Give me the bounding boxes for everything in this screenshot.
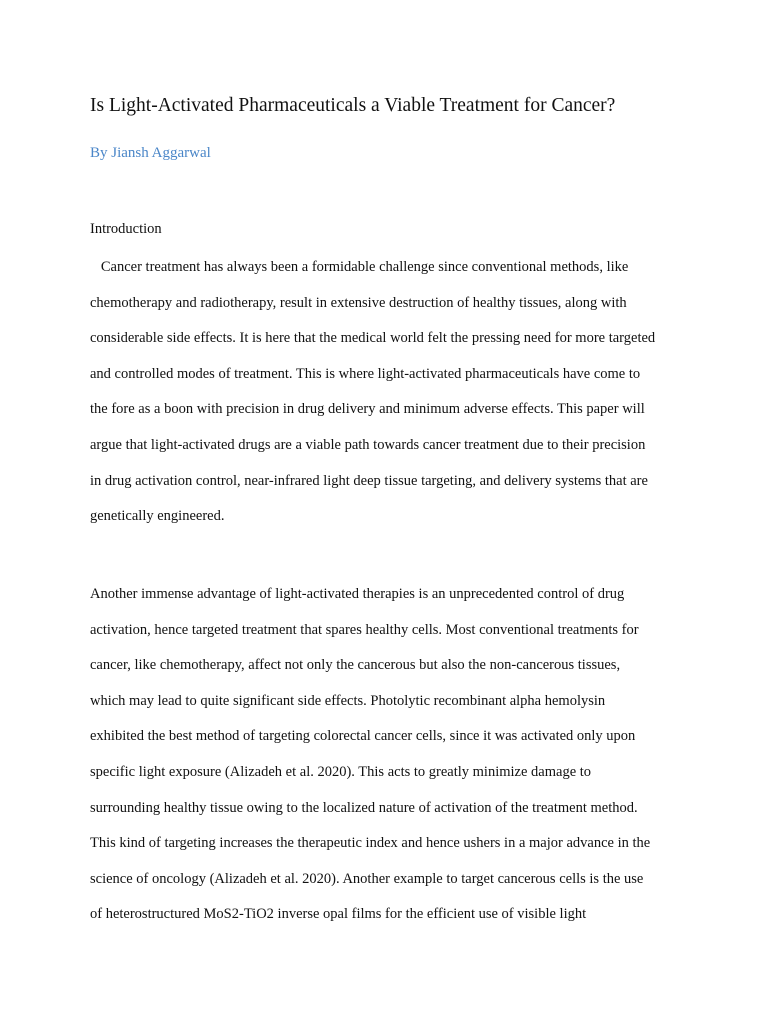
paragraph-line: Another immense advantage of light-activated therapies is an unprecedented control of drug [90, 586, 625, 602]
paragraph-line: which may lead to quite significant side effects. Photolytic recombinant alpha hemolysin [90, 692, 606, 709]
paragraph-line: surrounding healthy tissue owing to the localized nature of activation of the treatment method. [90, 799, 638, 816]
paragraph-line: exhibited the best method of targeting colorectal cancer cells, since it was activated only upon [90, 728, 636, 745]
paragraph-line: of heterostructured MoS2-TiO2 inverse opal films for the efficient use of visible light [90, 906, 587, 923]
author-byline: By Jiansh Aggarwal [90, 145, 211, 161]
paragraph-line: genetically engineered. [90, 508, 225, 525]
paragraph-line: specific light exposure (Alizadeh et al. 2020). This acts to greatly minimize damage to [90, 763, 592, 780]
paragraph-line: This kind of targeting increases the therapeutic index and hence ushers in a major advance in the [90, 835, 651, 852]
paragraph-line: Cancer treatment has always been a formidable challenge since conventional methods, like [90, 259, 629, 275]
paragraph-line: science of oncology (Alizadeh et al. 2020). Another example to target cancerous cells is the use [90, 870, 644, 887]
paragraph-line: considerable side effects. It is here that the medical world felt the pressing need for more targeted [90, 330, 656, 347]
paragraph-line: cancer, like chemotherapy, affect not only the cancerous but also the non-cancerous tissues, [90, 657, 621, 674]
paragraph-line: in drug activation control, near-infrared light deep tissue targeting, and delivery systems that are [90, 472, 648, 489]
paragraph-2 [90, 583, 690, 939]
paragraph-line: activation, hence targeted treatment that spares healthy cells. Most conventional treatments for [90, 621, 639, 638]
paragraph-line: the fore as a boon with precision in drug delivery and minimum adverse effects. This paper will [90, 401, 645, 418]
paragraph-line: chemotherapy and radiotherapy, result in extensive destruction of healthy tissues, along with [90, 294, 627, 311]
paragraph-line: and controlled modes of treatment. This is where light-activated pharmaceuticals have come to [90, 365, 641, 382]
section-heading-introduction: Introduction [90, 221, 162, 237]
paragraph-1 [90, 256, 690, 541]
paragraph-line: argue that light-activated drugs are a viable path towards cancer treatment due to their precision [90, 436, 646, 453]
document-title: Is Light-Activated Pharmaceuticals a Viable Treatment for Cancer? [90, 95, 616, 116]
